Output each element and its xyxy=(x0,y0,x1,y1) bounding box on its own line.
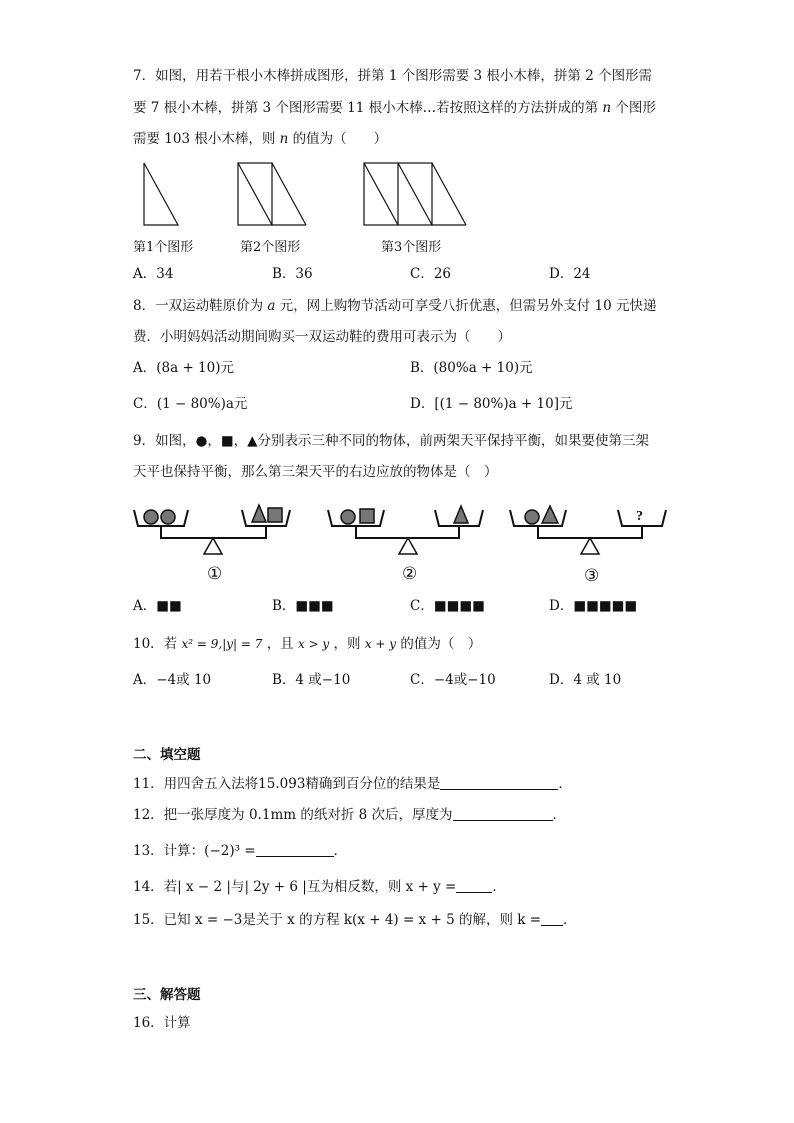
q9-line1: 9．如图，●，■，▲分别表示三种不同的物体，前两架天平保持平衡，如果要使第三架 xyxy=(133,433,650,449)
q9-option-c[interactable]: C．■■■■ xyxy=(410,598,485,614)
q7-option-a[interactable]: A．34 xyxy=(133,266,174,282)
q9-option-b[interactable]: B．■■■ xyxy=(272,598,334,614)
q8-line1 xyxy=(133,296,657,316)
scale2-circle xyxy=(341,510,355,524)
q8-option-c[interactable]: C．(1 − 80%)a元 xyxy=(133,396,248,412)
q13-end: ． xyxy=(333,843,348,859)
scale2-left-pan xyxy=(328,510,384,526)
scale1-square xyxy=(268,508,282,522)
q7-figures xyxy=(130,160,480,230)
scale2-beam xyxy=(356,526,459,538)
q10-option-b[interactable]: B．4 或−10 xyxy=(272,672,351,688)
var-a: a xyxy=(267,298,276,314)
q12-line xyxy=(133,805,566,825)
q10-cond2: x > y xyxy=(297,637,330,651)
scale3-question-mark: ? xyxy=(636,509,643,524)
scale1-fulcrum xyxy=(204,538,222,554)
q7-option-b[interactable]: B．36 xyxy=(272,266,313,282)
q7-line1: 7．如图，用若干根小木棒拼成图形，拼第 1 个图形需要 3 根小木棒，拼第 2 个图形需 xyxy=(133,68,653,84)
scale1-triangle xyxy=(252,505,266,522)
figure3-diag1 xyxy=(364,163,398,225)
scale1-label: ① xyxy=(207,564,223,584)
q16-line: 16．计算 xyxy=(133,1015,191,1031)
q10-mid: ，且 xyxy=(266,636,294,652)
q7-line2 xyxy=(133,98,656,118)
caption-figure2: 第2个图形 xyxy=(240,240,301,255)
q10-option-c[interactable]: C．−4或−10 xyxy=(410,672,496,688)
q15-answer-blank[interactable] xyxy=(541,911,563,926)
q10-option-a[interactable]: A．−4或 10 xyxy=(133,672,212,688)
q11-line xyxy=(133,774,572,794)
scale1-circle-1 xyxy=(144,510,158,524)
q13-line xyxy=(133,841,347,861)
caption-figure1: 第1个图形 xyxy=(133,240,194,255)
q14-line xyxy=(133,877,506,897)
scale1-beam xyxy=(161,526,266,538)
q9-option-d[interactable]: D．■■■■■ xyxy=(549,598,638,614)
q12-answer-blank[interactable] xyxy=(453,806,553,821)
q7-line3 xyxy=(133,129,387,149)
q10-line xyxy=(133,634,481,654)
scale3-fulcrum xyxy=(581,538,599,554)
scale2-label: ② xyxy=(402,564,418,584)
q10-cond1: x² = 9,|y| = 7 xyxy=(181,637,263,651)
q8-line2: 费．小明妈妈活动期间购买一双运动鞋的费用可表示为（ ） xyxy=(133,329,511,345)
q8-option-a[interactable]: A．(8a + 10)元 xyxy=(133,360,234,376)
q10-prefix: 10．若 xyxy=(133,636,178,652)
q15-line xyxy=(133,910,577,930)
var-n: n xyxy=(602,100,612,116)
figure2-right xyxy=(272,163,306,225)
q7-option-c[interactable]: C．26 xyxy=(410,266,452,282)
scale3-circle xyxy=(525,510,539,524)
q14-end: ． xyxy=(492,879,506,895)
q12-text: 12．把一张厚度为 0.1mm 的纸对折 8 次后，厚度为 xyxy=(133,807,453,823)
q10-mid2: ，则 xyxy=(333,636,361,652)
scale2-triangle xyxy=(454,506,468,523)
q10-end: 的值为（ ） xyxy=(400,636,482,652)
balance-scales xyxy=(130,498,675,588)
q14-answer-blank[interactable] xyxy=(456,878,492,893)
scale3-beam xyxy=(538,526,642,538)
q8-line1-end: 元，网上购物节活动可享受八折优惠，但需另外支付 10 元快递 xyxy=(279,298,657,314)
scale1-right-pan xyxy=(242,510,290,526)
q10-option-d[interactable]: D．4 或 10 xyxy=(549,672,622,688)
scale2-fulcrum xyxy=(399,538,417,554)
q9-line2: 天平也保持平衡，那么第三架天平的右边应放的物体是（ ） xyxy=(133,464,498,480)
q15-end: ． xyxy=(563,912,577,928)
q9-option-a[interactable]: A．■■ xyxy=(133,598,182,614)
figure2-diag1 xyxy=(238,163,272,225)
q11-end: ． xyxy=(558,776,572,792)
figure3-right xyxy=(432,163,466,225)
q8-option-b[interactable]: B．(80%a + 10)元 xyxy=(410,360,533,376)
q8-option-d[interactable]: D．[(1 − 80%)a + 10]元 xyxy=(410,396,573,412)
section-solve-heading: 三、解答题 xyxy=(133,987,201,1003)
figure1-triangle xyxy=(144,163,178,225)
q11-text: 11．用四舍五入法将15.093精确到百分位的结果是 xyxy=(133,776,441,792)
scale3-triangle xyxy=(542,506,558,523)
scale2-square xyxy=(360,509,374,523)
scale1-circle-2 xyxy=(161,510,175,524)
q15-text: 15．已知 x = −3是关于 x 的方程 k(x + 4) = x + 5 的解，则 k = xyxy=(133,912,542,928)
scale3-label: ③ xyxy=(584,566,600,586)
q11-answer-blank[interactable] xyxy=(440,775,558,790)
figure3-diag2 xyxy=(398,163,432,225)
caption-figure3: 第3个图形 xyxy=(381,240,442,255)
q12-end: ． xyxy=(552,807,567,823)
q7-line3-text: 需要 103 根小木棒，则 xyxy=(133,131,276,147)
section-fill-in-blank-heading: 二、填空题 xyxy=(133,747,201,763)
q13-answer-blank[interactable] xyxy=(256,842,334,857)
q13-text: 13．计算：(−2)³ = xyxy=(133,843,256,859)
q7-line2-text: 要 7 根小木棒，拼第 3 个图形需要 11 根小木棒…若按照这样的方法拼成的第 xyxy=(133,100,599,116)
q14-text: 14．若| x − 2 |与| 2y + 6 |互为相反数，则 x + y = xyxy=(133,879,457,895)
q7-line2-end: 个图形 xyxy=(615,100,656,116)
var-n: n xyxy=(279,131,289,147)
q7-option-d[interactable]: D．24 xyxy=(549,266,591,282)
q7-line3-end: 的值为（ ） xyxy=(292,131,388,147)
q8-line1-text: 8．一双运动鞋原价为 xyxy=(133,298,264,314)
q10-expr: x + y xyxy=(364,637,397,651)
